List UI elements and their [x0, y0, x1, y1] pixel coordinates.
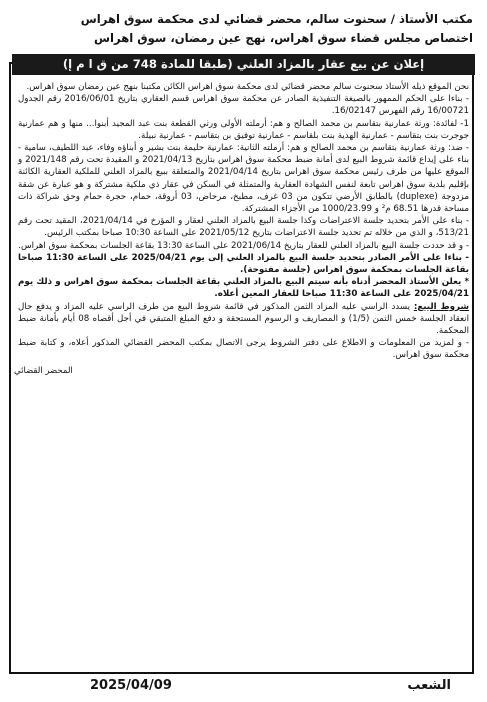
address-line: اختصاص مجلس قضاء سوق اهراس، نهج عين رمضان، سوق اهراس: [94, 31, 473, 45]
footer: [0, 676, 487, 702]
judgment-paragraph: - بناءا على الحكم الممهور بالصيغة التنفيذية الصادر عن محكمة سوق اهراس قسم العقاري بتاريخ 2016/06/01 رقم الجدول 16/00721 رقم الفهرس 16/02147.: [18, 94, 469, 117]
objection-session-paragraph: - بناء على الأمر بتحديد جلسة الاعتراضات وكذا جلسة البيع بالمزاد العلني لعقار و المؤرخ في 2021/04/14، المقيد تحت رقم 513/21، و الذي من خلاله تم تحديد جلسة الاعتراضات بتاريخ 2021/05/12 على الساعة 10:30 صباحا بمكتب الرئيس.: [18, 216, 469, 239]
property-paragraph: - ضد: ورثة عمارنية بتقاسم بن محمد الصالح و هم: أرملته الثانية: عمارنية حليمة بنت بشير و أبناؤه وفاء، عبد اللطيف، سامية - بناء على إيداع قائمة شروط البيع لدى أمانة ضبط محكمة سوق اهراس بتاريخ 2021/04/13 و المقيدة تحت رقم 2021/148 و الموقع عليها من طرف رئيس محكمة سوق اهراس بتاريخ 2021/04/14 والمتعلقة ببيع بالمزاد العلني للملكية العقارية الكائنة بإقليم بلدية سوق اهراس تابعة لنفس الشهادة العقارية والمتمثلة في السكن في عقار ذي ملكية مشتركة و هو عبارة عن شقة مزدوجة (duplexe) بالطابق الأرضي تتكون من 03 غرف، مطبخ، مرحاض، 03 أروقة، حمام، حجرة حمام وحق شراكة ذات مساحة قدرها 68.51 م² و 1000/23.99 من الأجزاء المشتركة.: [18, 143, 470, 215]
terms-text: يسدد الراسي عليه المزاد الثمن المذكور في قائمة شروط البيع من طرف الراسي عليه المزاد و يدفع حال انعقاد الجلسة خمس الثمن (1/5) و المصاريف و الرسوم المستحقة و دفع المبلغ المتبقي في أجل أقصاه 08 أيام بأمانة ضبط المحكمة.: [18, 301, 470, 337]
new-sale-date-paragraph: - بناءا على الأمر الصادر بتحديد جلسة البيع بالمزاد العلني إلى يوم 2025/04/21 على الساعة 11:30 صباحا بقاعة الجلسات بمحكمة سوق اهراس (جلسة مفتوحة).: [18, 252, 469, 276]
contact-paragraph: - و لمزيد من المعلومات و الاطلاع على دفتر الشروط يرجى الاتصال بمكتب المحضر القضائي المذكور أعلاه، و كتابة ضبط محكمة سوق اهراس.: [18, 338, 469, 361]
beneficiary-paragraph: 1- لفائدة: ورثة عمارنية بتقاسم بن محمد الصالح و هم: أرملته الأولى ورثي القطعة بنت عبد المجيد أبنوا... منها و هم عمارنية جوجرت بنت بتقاسم - عمارنية الهدية بنت بلقاسم - عمارنية توفيق بن بتقاسم - عمارنية نبيلة.: [18, 118, 469, 141]
auction-notice-paragraph: * يعلن الأستاذ المحضر أدناه بأنه سيتم البيع بالمزاد العلني بقاعة الجلسات بمحكمة سوق اهراس و ذلك يوم 2025/04/21 على الساعة 11:30 صباحا للعقار المعين أعلاه.: [18, 277, 469, 300]
office-line: مكتب الأستاذ / سحنوت سالم، محضر قضائي لدى محكمة سوق اهراس: [80, 12, 473, 26]
newspaper-name: الشعب: [407, 678, 451, 693]
publication-date: 2025/04/09: [90, 678, 172, 693]
terms-paragraph: [18, 301, 469, 338]
sale-session-paragraph: - و قد حددت جلسة البيع بالمزاد العلني للعقار بتاريخ 2021/06/14 على الساعة 13:30 بقاعة الجلسات بمحكمة سوق اهراس.: [18, 240, 469, 251]
announcement-body: [14, 75, 473, 362]
signature: المحضر القضائي: [14, 365, 73, 376]
terms-heading: شروط البيع:: [413, 301, 470, 312]
intro-paragraph: نحن الموقع ذيله الأستاذ سحنوت سالم محضر قضائي لدى محكمة سوق اهراس الكائن مكتبنا بنهج عين رمضان سوق اهراس.: [26, 82, 469, 92]
announcement-title: إعلان عن بيع عقار بالمزاد العلني (طبقا للمادة 748 من ق ا م إ): [12, 54, 475, 75]
header: [14, 10, 473, 48]
